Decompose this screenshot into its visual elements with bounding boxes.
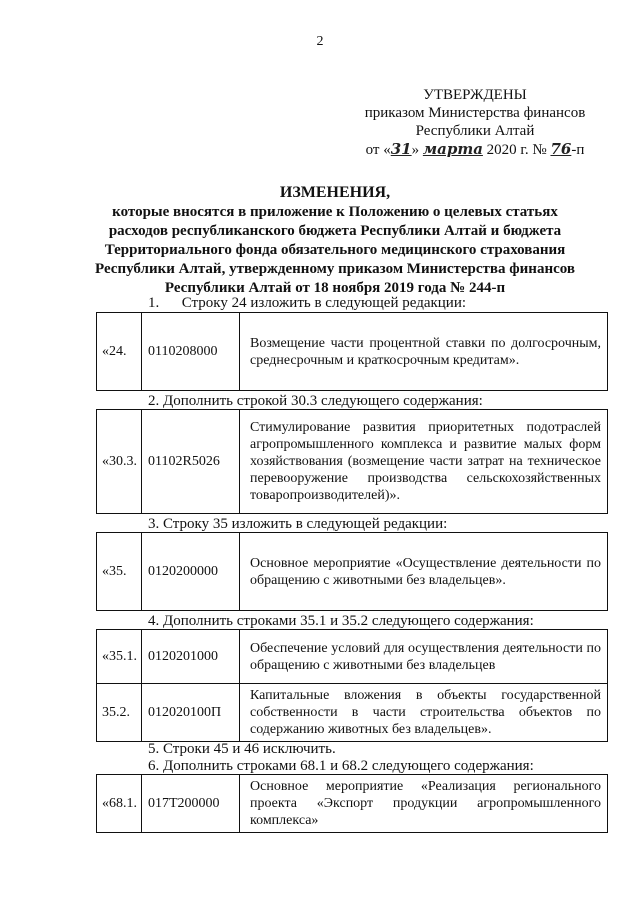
row-number: «68.1. xyxy=(97,775,142,833)
date-day-close: » xyxy=(411,142,420,158)
row-number: «24. xyxy=(97,313,142,391)
row-code: 01102R5026 xyxy=(142,410,240,514)
table-row xyxy=(97,410,608,514)
row-number: 35.2. xyxy=(97,684,142,742)
row-description: Основное мероприятие «Реализация регионального проекта «Экспорт продукции агропромышленного комплекса» xyxy=(240,775,608,833)
row-code: 0120200000 xyxy=(142,533,240,611)
approval-line-republic: Республики Алтай xyxy=(415,123,535,139)
row-number: «35.1. xyxy=(97,630,142,684)
row-code: 012020100П xyxy=(142,684,240,742)
approval-line-ministry: приказом Министерства финансов xyxy=(364,105,586,121)
table-rows-35-1-35-2 xyxy=(96,629,608,742)
table-row-35 xyxy=(96,532,608,611)
date-prefix: от « xyxy=(365,142,391,158)
handwritten-day: 31 xyxy=(390,140,412,158)
row-description: Обеспечение условий для осуществления деятельности по обращению с животными без владельцев xyxy=(240,630,608,684)
handwritten-number: 76 xyxy=(550,140,572,158)
row-description: Основное мероприятие «Осуществление деятельности по обращению с животными без владельцев». xyxy=(240,533,608,611)
date-year-text: 2020 г. № xyxy=(486,142,547,158)
table-row-30-3 xyxy=(96,409,608,514)
page-number: 2 xyxy=(316,34,324,49)
item-2: 2. Дополнить строкой 30.3 следующего содержания: xyxy=(148,393,483,409)
table-row xyxy=(97,533,608,611)
item-4: 4. Дополнить строками 35.1 и 35.2 следующего содержания: xyxy=(148,613,534,629)
title-line: которые вносятся в приложение к Положению о целевых статьях xyxy=(112,204,558,220)
row-code: 0110208000 xyxy=(142,313,240,391)
row-code: 017Т200000 xyxy=(142,775,240,833)
title-line: Республики Алтай от 18 ноября 2019 года № 244-п xyxy=(164,280,506,296)
item-5: 5. Строки 45 и 46 исключить. xyxy=(148,741,336,757)
approval-heading: УТВЕРЖДЕНЫ xyxy=(423,87,527,103)
item-1: 1. Строку 24 изложить в следующей редакции: xyxy=(148,295,467,311)
row-description: Капитальные вложения в объекты государственной собственности в части строительства объектов по содержанию животных без владельцев». xyxy=(240,684,608,742)
table-row xyxy=(97,630,608,684)
title-line: Территориального фонда обязательного медицинского страхования xyxy=(104,242,566,258)
item-3: 3. Строку 35 изложить в следующей редакции: xyxy=(148,516,448,532)
row-description: Возмещение части процентной ставки по долгосрочным, среднесрочным и краткосрочным кредитам». xyxy=(240,313,608,391)
table-row xyxy=(97,775,608,833)
title-line: Республики Алтай, утвержденному приказом Министерства финансов xyxy=(95,261,575,277)
table-row xyxy=(97,684,608,742)
handwritten-month: марта xyxy=(422,140,483,158)
row-code: 0120201000 xyxy=(142,630,240,684)
row-description: Стимулирование развития приоритетных подотраслей агропромышленного комплекса и развитие малых форм хозяйствования (возмещение части затрат на техническое перевооружение производства сельскохозяйственных товаропроизводителей)». xyxy=(240,410,608,514)
title-line: расходов республиканского бюджета Республики Алтай и бюджета xyxy=(108,223,562,239)
table-row-68-1 xyxy=(96,774,608,833)
document-heading: ИЗМЕНЕНИЯ, xyxy=(279,184,391,201)
number-suffix: -п xyxy=(571,142,585,158)
table-row-24 xyxy=(96,312,608,391)
row-number: «35. xyxy=(97,533,142,611)
item-6: 6. Дополнить строками 68.1 и 68.2 следующего содержания: xyxy=(148,758,534,774)
row-number: «30.3. xyxy=(97,410,142,514)
table-row xyxy=(97,313,608,391)
approval-date-line xyxy=(330,140,620,159)
